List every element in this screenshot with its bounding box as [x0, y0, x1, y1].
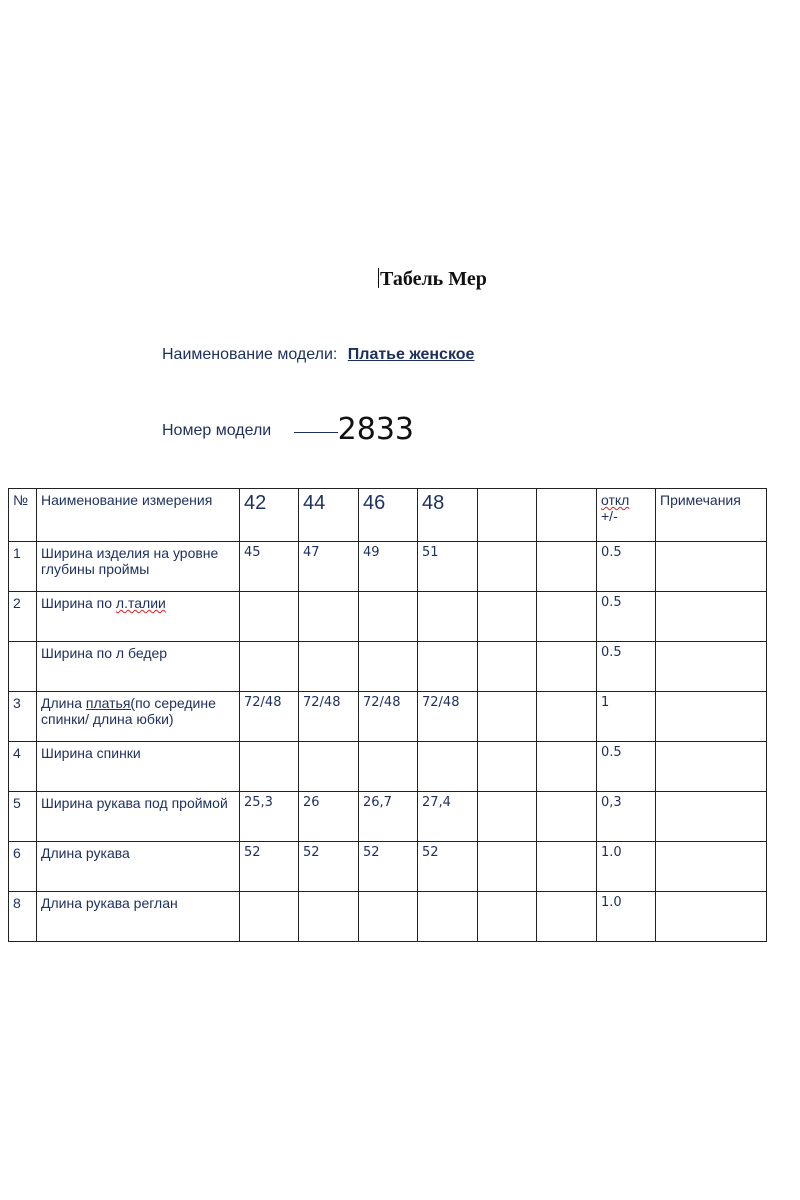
empty-cell: [478, 642, 537, 692]
value-size-44: [299, 642, 359, 692]
value-size-42: 72/48: [240, 692, 299, 742]
value-size-42: 25,3: [240, 792, 299, 842]
value-size-46: 49: [359, 542, 418, 592]
table-row: [9, 642, 767, 692]
value-size-44: [299, 592, 359, 642]
measurements-table: [8, 488, 767, 942]
tolerance-value: 1.0: [597, 892, 656, 942]
value-size-48: 27,4: [418, 792, 478, 842]
model-number-value: 2833: [337, 412, 415, 447]
row-number: 4: [9, 742, 37, 792]
notes-cell: [656, 692, 767, 742]
header-size-44: 44: [299, 489, 359, 542]
value-size-46: [359, 642, 418, 692]
header-size-46: 46: [359, 489, 418, 542]
header-size-empty-2: [537, 489, 597, 542]
value-size-42: 52: [240, 842, 299, 892]
value-size-46: 52: [359, 842, 418, 892]
notes-cell: [656, 742, 767, 792]
model-number-label: Номер модели: [162, 422, 272, 439]
empty-cell: [478, 592, 537, 642]
row-name-part: Длина: [41, 695, 86, 711]
value-size-44: [299, 742, 359, 792]
table-header-row: [9, 489, 767, 542]
tolerance-label: откл: [601, 492, 630, 508]
empty-cell: [537, 692, 597, 742]
tolerance-value: 1.0: [597, 842, 656, 892]
empty-cell: [478, 742, 537, 792]
value-size-46: [359, 592, 418, 642]
value-size-48: [418, 892, 478, 942]
value-size-48: 72/48: [418, 692, 478, 742]
value-size-48: 52: [418, 842, 478, 892]
row-name: Ширина по л бедер: [37, 642, 240, 692]
row-name-part: Ширина по: [41, 595, 116, 611]
tolerance-value: 0.5: [597, 742, 656, 792]
row-number: 3: [9, 692, 37, 742]
table-row: [9, 842, 767, 892]
table-row: [9, 592, 767, 642]
empty-cell: [478, 542, 537, 592]
value-size-46: 72/48: [359, 692, 418, 742]
row-name: Ширина спинки: [37, 742, 240, 792]
model-number-line: [162, 412, 414, 447]
header-measurement-name: Наименование измерения: [37, 489, 240, 542]
notes-cell: [656, 642, 767, 692]
value-size-46: [359, 892, 418, 942]
row-name: [37, 692, 240, 742]
value-size-42: [240, 742, 299, 792]
header-notes: Примечания: [656, 489, 767, 542]
text-cursor: [378, 268, 379, 288]
header-size-42: 42: [240, 489, 299, 542]
value-size-48: 51: [418, 542, 478, 592]
value-size-42: [240, 892, 299, 942]
empty-cell: [478, 692, 537, 742]
tolerance-value: 0,3: [597, 792, 656, 842]
tolerance-value: 0.5: [597, 542, 656, 592]
empty-cell: [478, 842, 537, 892]
header-size-48: 48: [418, 489, 478, 542]
notes-cell: [656, 842, 767, 892]
table-row: [9, 892, 767, 942]
empty-cell: [478, 892, 537, 942]
title-text: Табель Мер: [380, 268, 487, 290]
empty-cell: [537, 842, 597, 892]
empty-cell: [537, 542, 597, 592]
tolerance-sign: +/-: [601, 508, 618, 524]
notes-cell: [656, 892, 767, 942]
document-title: [378, 268, 487, 291]
row-name-spellcheck: л.талии: [115, 595, 166, 611]
row-name: Длина рукава реглан: [37, 892, 240, 942]
tolerance-value: 0.5: [597, 592, 656, 642]
tolerance-value: 0.5: [597, 642, 656, 692]
row-number: 2: [9, 592, 37, 642]
row-name: [37, 592, 240, 642]
notes-cell: [656, 592, 767, 642]
table-row: [9, 792, 767, 842]
value-size-44: 52: [299, 842, 359, 892]
row-name-underlined: платья(: [85, 695, 136, 711]
table-row: [9, 692, 767, 742]
row-name: Ширина изделия на уровне глубины проймы: [37, 542, 240, 592]
table-row: [9, 742, 767, 792]
model-name-value: Платье женское: [347, 346, 475, 363]
notes-cell: [656, 542, 767, 592]
tolerance-value: 1: [597, 692, 656, 742]
empty-cell: [537, 592, 597, 642]
empty-cell: [537, 792, 597, 842]
value-size-46: [359, 742, 418, 792]
model-name-label: Наименование модели:: [162, 346, 338, 363]
empty-cell: [537, 892, 597, 942]
value-size-44: 72/48: [299, 692, 359, 742]
value-size-48: [418, 592, 478, 642]
row-number: 8: [9, 892, 37, 942]
value-size-44: [299, 892, 359, 942]
row-number: [9, 642, 37, 692]
model-number-underline: [294, 432, 338, 433]
notes-cell: [656, 792, 767, 842]
value-size-48: [418, 742, 478, 792]
value-size-42: 45: [240, 542, 299, 592]
empty-cell: [478, 792, 537, 842]
row-name: Ширина рукава под проймой: [37, 792, 240, 842]
row-number: 1: [9, 542, 37, 592]
value-size-42: [240, 642, 299, 692]
empty-cell: [537, 742, 597, 792]
header-number: №: [9, 489, 37, 542]
row-number: 6: [9, 842, 37, 892]
value-size-46: 26,7: [359, 792, 418, 842]
row-number: 5: [9, 792, 37, 842]
value-size-44: 47: [299, 542, 359, 592]
row-name-part: по середине спинки/ длина юбки): [41, 695, 216, 727]
header-tolerance: [597, 489, 656, 542]
header-size-empty-1: [478, 489, 537, 542]
value-size-42: [240, 592, 299, 642]
row-name: Длина рукава: [37, 842, 240, 892]
value-size-48: [418, 642, 478, 692]
model-name-line: [162, 346, 474, 364]
value-size-44: 26: [299, 792, 359, 842]
empty-cell: [537, 642, 597, 692]
table-row: [9, 542, 767, 592]
